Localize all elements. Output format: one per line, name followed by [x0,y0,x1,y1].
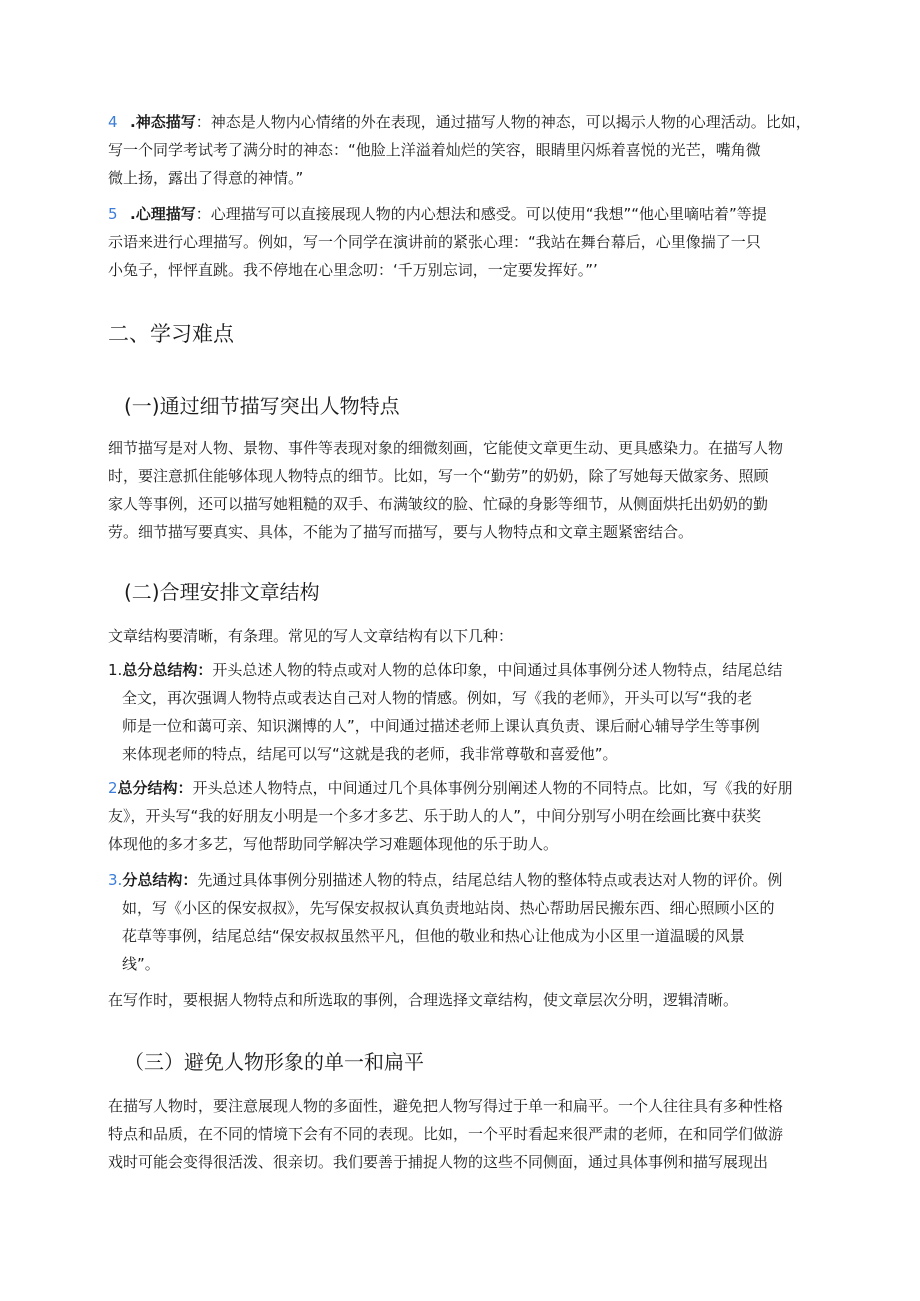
sub3-line-3: 戏时可能会变得很活泼、很亲切。我们要善于捕捉人物的这些不同侧面，通过具体事例和描写展现出 [108,1153,769,1171]
structure-2-paragraph [108,774,816,858]
structure-2-line-3: 体现他的多才多艺，写他帮助同学解决学习难题体现他的乐于助人。 [108,835,559,853]
sub1-line-3: 家人等事例，还可以描写她粗糙的双手、布满皱纹的脸、忙碌的身影等细节，从侧面烘托出奶奶的勤 [108,495,769,513]
item-4-line-3: 微上扬，露出了得意的神情。” [108,169,304,187]
sub1-line-1: 细节描写是对人物、景物、事件等表现对象的细微刻画，它能使文章更生动、更具感染力。在描写人物 [108,439,784,457]
structure-2-line-2: 友》，开头写“我的好朋友小明是一个多才多艺、乐于助人的人”，中间分别写小明在绘画比赛中获奖 [108,807,762,825]
structure-1-paragraph [108,656,816,768]
structure-3-number: 3. [108,871,123,889]
structure-2-number: 2 [108,779,118,797]
structure-3-line-1: 先通过具体事例分别描述人物的特点，结尾总结人物的整体特点或表达对人物的评价。例 [197,871,783,889]
sub1-line-4: 劳。细节描写要真实、具体，不能为了描写而描写，要与人物特点和文章主题紧密结合。 [108,523,694,541]
item-4-line-1: ：神态是人物内心情绪的外在表现，通过描写人物的神态，可以揭示人物的心理活动。比如， [195,113,811,131]
structure-1-line-4: 来体现老师的特点，结尾可以写“这就是我的老师，我非常尊敬和喜爱他”。 [122,745,618,763]
structure-3-paragraph [108,866,816,978]
item-5-number: 5 [108,205,118,223]
subsection-2-heading: (二)合理安排文章结构 [124,580,320,604]
structure-1-line-2: 全文，再次强调人物特点或表达自己对人物的情感。例如，写《我的老师》，开头可以写“我的老 [122,689,753,707]
sub2-intro: 文章结构要清晰，有条理。常见的写人文章结构有以下几种： [108,627,514,645]
structure-1-number: 1. [108,661,123,679]
structure-3-label: 分总结构： [122,871,198,889]
sub1-line-2: 时，要注意抓住能够体现人物特点的细节。比如，写一个“勤劳”的奶奶，除了写她每天做家务、照顾 [108,467,769,485]
structure-1-label: 总分总结构： [122,661,213,679]
section-2-heading: 二、学习难点 [108,322,234,346]
subsection-1-paragraph [108,434,816,546]
structure-1-line-3: 师是一位和蔼可亲、知识渊博的人”，中间通过描述老师上课认真负责、课后耐心辅导学生等事例 [122,717,760,735]
item-4-number: 4 [108,113,118,131]
subsection-1-heading: (一)通过细节描写突出人物特点 [124,394,400,418]
item-5-paragraph [108,200,816,284]
item-5-line-2: 示语来进行心理描写。例如，写一个同学在演讲前的紧张心理：“我站在舞台幕后，心里像揣了一只 [108,233,761,251]
sub2-outro: 在写作时，要根据人物特点和所选取的事例，合理选择文章结构，使文章层次分明，逻辑清晰。 [108,991,739,1009]
item-4-line-2: 写一个同学考试考了满分时的神态：“他脸上洋溢着灿烂的笑容，眼睛里闪烁着喜悦的光芒，嘴角微 [108,141,761,159]
structure-3-line-3: 花草等事例，结尾总结“保安叔叔虽然平凡，但他的敬业和热心让他成为小区里一道温暖的风景 [122,927,745,945]
structure-2-line-1: 开头总述人物特点，中间通过几个具体事例分别阐述人物的不同特点。比如，写《我的好朋 [192,779,793,797]
structure-1-line-1: 开头总述人物的特点或对人物的总体印象，中间通过具体事例分述人物特点，结尾总结 [212,661,783,679]
item-5-line-3: 小兔子，怦怦直跳。我不停地在心里念叨：‘千万别忘词，一定要发挥好。”’ [108,261,598,279]
subsection-3-heading: （三）避免人物形象的单一和扁平 [124,1050,424,1074]
sub3-line-2: 特点和品质，在不同的情境下会有不同的表现。比如，一个平时看起来很严肃的老师，在和同学们做游 [108,1125,784,1143]
item-5-line-1: ：心理描写可以直接展现人物的内心想法和感受。可以使用“我想”“他心里嘀咕着”等提 [195,205,767,223]
sub3-line-1: 在描写人物时，要注意展现人物的多面性，避免把人物写得过于单一和扁平。一个人往往具有多种性格 [108,1097,784,1115]
item-5-label: .心理描写 [130,205,196,223]
structure-3-line-4: 线”。 [122,955,160,973]
subsection-3-paragraph [108,1092,816,1176]
item-4-paragraph [108,108,816,192]
structure-2-label: 总分结构： [117,779,193,797]
structure-3-line-2: 如，写《小区的保安叔叔》，先写保安叔叔认真负责地站岗、热心帮助居民搬东西、细心照顾小区的 [122,899,775,917]
item-4-label: .神态描写 [130,113,196,131]
